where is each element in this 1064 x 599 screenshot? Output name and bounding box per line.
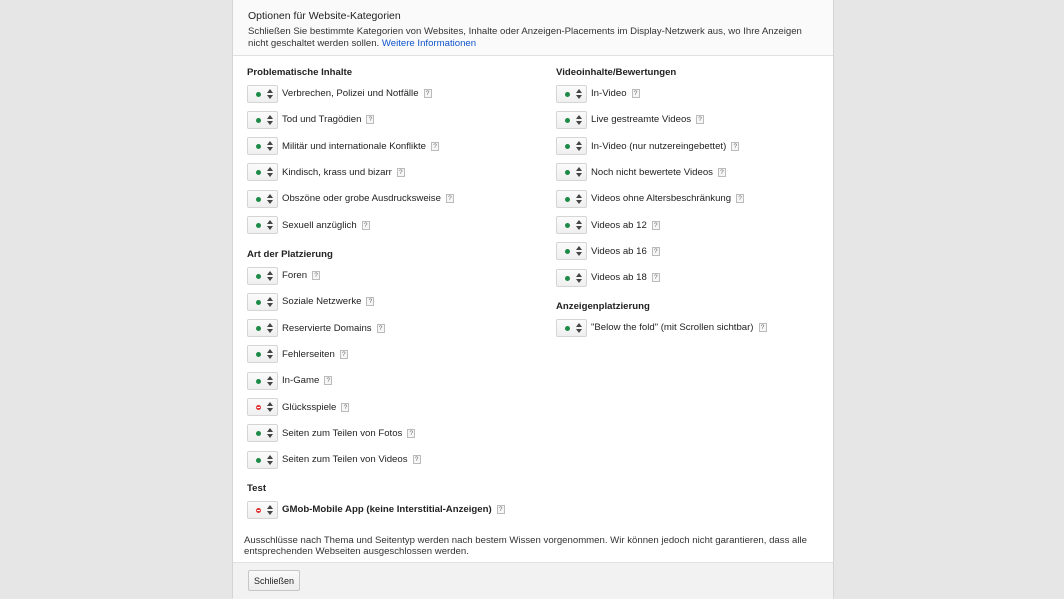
up-down-arrows-icon [267, 376, 273, 387]
category-label: GMob-Mobile App (keine Interstitial-Anzeigen) [282, 504, 492, 515]
help-icon[interactable]: ? [718, 168, 726, 177]
description-text: Schließen Sie bestimmte Kategorien von Websites, Inhalte oder Anzeigen-Placements im Display-Netzwerk aus, wo Ihre Anzeigen nicht geschaltet werden sollen. [248, 26, 802, 49]
help-icon[interactable]: ? [652, 247, 660, 256]
category-label: Videos ab 12 [591, 219, 647, 231]
category-row [556, 137, 739, 156]
help-icon[interactable]: ? [652, 221, 660, 230]
category-row [556, 189, 744, 208]
category-row [247, 424, 415, 443]
enabled-status-icon [565, 223, 570, 228]
up-down-arrows-icon [267, 194, 273, 205]
enabled-status-icon [565, 92, 570, 97]
category-row [247, 345, 348, 364]
close-button[interactable]: Schließen [248, 570, 300, 591]
footnote: Ausschlüsse nach Thema und Seitentyp werden nach bestem Wissen vorgenommen. Wir können jedoch nicht garantieren, dass alle entsprechenden Webseiten ausgeschlossen werden. [244, 535, 807, 557]
up-down-arrows-icon [267, 349, 273, 360]
category-status-toggle[interactable] [556, 111, 587, 129]
category-status-toggle[interactable] [247, 319, 278, 337]
category-status-toggle[interactable] [556, 163, 587, 181]
website-categories-dialog [232, 0, 834, 598]
enabled-status-icon [256, 223, 261, 228]
help-icon[interactable]: ? [424, 89, 432, 98]
category-label: Tod und Tragödien [282, 114, 362, 126]
up-down-arrows-icon [267, 115, 273, 126]
category-label: In-Game [282, 375, 320, 387]
category-row [247, 371, 332, 390]
category-label: Militär und internationale Konflikte [282, 140, 426, 152]
excluded-status-icon [256, 508, 261, 513]
category-status-toggle[interactable] [556, 216, 587, 234]
category-label: Reservierte Domains [282, 322, 372, 334]
up-down-arrows-icon [267, 297, 273, 308]
help-icon[interactable]: ? [377, 324, 385, 333]
enabled-status-icon [256, 274, 261, 279]
category-label: Seiten zum Teilen von Fotos [282, 427, 403, 439]
help-icon[interactable]: ? [731, 142, 739, 151]
enabled-status-icon [256, 170, 261, 175]
help-icon[interactable]: ? [362, 221, 370, 230]
enabled-status-icon [256, 197, 261, 202]
help-icon[interactable]: ? [407, 429, 415, 438]
category-row [247, 163, 405, 182]
category-status-toggle[interactable] [247, 190, 278, 208]
up-down-arrows-icon [267, 141, 273, 152]
category-status-toggle[interactable] [247, 137, 278, 155]
section-title-problematic: Problematische Inhalte [247, 67, 353, 78]
category-label: Verbrechen, Polizei und Notfälle [282, 88, 419, 99]
enabled-status-icon [565, 118, 570, 123]
category-row [556, 216, 660, 235]
help-icon[interactable]: ? [341, 403, 349, 412]
category-status-toggle[interactable] [247, 163, 278, 181]
help-icon[interactable]: ? [413, 455, 421, 464]
up-down-arrows-icon [267, 455, 273, 466]
help-icon[interactable]: ? [736, 194, 744, 203]
category-label: Glücksspiele [282, 401, 337, 413]
category-status-toggle[interactable] [247, 451, 278, 469]
up-down-arrows-icon [267, 220, 273, 231]
category-label: Videos ab 16 [591, 245, 647, 257]
category-label: Seiten zum Teilen von Videos [282, 454, 408, 466]
category-status-toggle[interactable] [247, 398, 278, 416]
category-row [556, 268, 660, 287]
category-row [247, 137, 439, 156]
category-row [247, 266, 320, 285]
enabled-status-icon [565, 197, 570, 202]
up-down-arrows-icon [576, 273, 582, 284]
category-status-toggle[interactable] [556, 242, 587, 260]
help-icon[interactable]: ? [632, 89, 640, 98]
up-down-arrows-icon [576, 141, 582, 152]
help-icon[interactable]: ? [340, 350, 348, 359]
enabled-status-icon [565, 326, 570, 331]
dialog-footer [233, 562, 833, 599]
category-label: Noch nicht bewertete Videos [591, 166, 713, 178]
category-label: Soziale Netzwerke [282, 296, 362, 308]
enabled-status-icon [256, 379, 261, 384]
up-down-arrows-icon [267, 271, 273, 282]
category-row [247, 319, 385, 338]
up-down-arrows-icon [576, 115, 582, 126]
category-row [556, 110, 704, 129]
category-status-toggle[interactable] [247, 372, 278, 390]
up-down-arrows-icon [576, 246, 582, 257]
category-status-toggle[interactable] [556, 137, 587, 155]
category-status-toggle[interactable] [247, 501, 278, 519]
help-icon[interactable]: ? [696, 115, 704, 124]
category-status-toggle[interactable] [556, 269, 587, 287]
up-down-arrows-icon [267, 167, 273, 178]
up-down-arrows-icon [576, 194, 582, 205]
category-status-toggle[interactable] [247, 293, 278, 311]
help-icon[interactable]: ? [397, 168, 405, 177]
up-down-arrows-icon [267, 505, 273, 516]
dialog-description [248, 26, 818, 50]
category-status-toggle[interactable] [247, 111, 278, 129]
category-row [247, 500, 505, 519]
up-down-arrows-icon [267, 323, 273, 334]
category-row [556, 163, 726, 182]
category-status-toggle[interactable] [247, 424, 278, 442]
category-row [556, 84, 640, 103]
category-row [247, 84, 432, 103]
category-row [556, 318, 767, 337]
up-down-arrows-icon [576, 89, 582, 100]
section-title-ad-placement: Anzeigenplatzierung [556, 301, 650, 312]
section-title-video: Videoinhalte/Bewertungen [556, 67, 677, 78]
category-status-toggle[interactable] [556, 319, 587, 337]
enabled-status-icon [256, 458, 261, 463]
category-status-toggle[interactable] [247, 345, 278, 363]
help-icon[interactable]: ? [324, 376, 332, 385]
category-row [247, 292, 374, 311]
excluded-status-icon [256, 405, 261, 410]
help-icon[interactable]: ? [366, 297, 374, 306]
help-icon[interactable]: ? [652, 273, 660, 282]
dialog-header [233, 0, 833, 56]
up-down-arrows-icon [576, 167, 582, 178]
category-status-toggle[interactable] [247, 216, 278, 234]
category-label: In-Video (nur nutzereingebettet) [591, 140, 727, 152]
category-label: Videos ohne Altersbeschränkung [591, 193, 732, 205]
enabled-status-icon [256, 326, 261, 331]
category-label: Obszöne oder grobe Ausdrucksweise [282, 193, 441, 205]
enabled-status-icon [256, 118, 261, 123]
category-row [556, 242, 660, 261]
category-row [247, 189, 454, 208]
category-status-toggle[interactable] [247, 267, 278, 285]
help-icon[interactable]: ? [431, 142, 439, 151]
help-icon[interactable]: ? [446, 194, 454, 203]
category-label: "Below the fold" (mit Scrollen sichtbar) [591, 322, 754, 333]
up-down-arrows-icon [267, 428, 273, 439]
help-icon[interactable]: ? [759, 323, 767, 332]
help-icon[interactable]: ? [366, 115, 374, 124]
help-icon[interactable]: ? [312, 271, 320, 280]
category-label: Kindisch, krass und bizarr [282, 166, 392, 178]
enabled-status-icon [565, 249, 570, 254]
category-row [247, 110, 374, 129]
category-label: Live gestreamte Videos [591, 114, 692, 126]
enabled-status-icon [256, 144, 261, 149]
category-label: Videos ab 18 [591, 272, 647, 284]
category-label: Sexuell anzüglich [282, 219, 357, 231]
category-row [247, 398, 349, 417]
section-title-test: Test [247, 483, 267, 494]
enabled-status-icon [565, 276, 570, 281]
enabled-status-icon [256, 92, 261, 97]
enabled-status-icon [256, 431, 261, 436]
category-status-toggle[interactable] [556, 190, 587, 208]
category-status-toggle[interactable] [556, 85, 587, 103]
category-label: In-Video [591, 88, 627, 99]
up-down-arrows-icon [267, 89, 273, 100]
dialog-title: Optionen für Website-Kategorien [248, 10, 401, 22]
section-title-placement-type: Art der Platzierung [247, 249, 333, 260]
help-icon[interactable]: ? [497, 505, 505, 514]
category-label: Fehlerseiten [282, 348, 335, 360]
enabled-status-icon [565, 170, 570, 175]
enabled-status-icon [256, 352, 261, 357]
category-row [247, 450, 421, 469]
more-info-link[interactable]: Weitere Informationen [381, 38, 477, 49]
up-down-arrows-icon [576, 323, 582, 334]
enabled-status-icon [256, 300, 261, 305]
category-status-toggle[interactable] [247, 85, 278, 103]
enabled-status-icon [565, 144, 570, 149]
category-row [247, 216, 370, 235]
up-down-arrows-icon [267, 402, 273, 413]
up-down-arrows-icon [576, 220, 582, 231]
category-label: Foren [282, 270, 308, 281]
